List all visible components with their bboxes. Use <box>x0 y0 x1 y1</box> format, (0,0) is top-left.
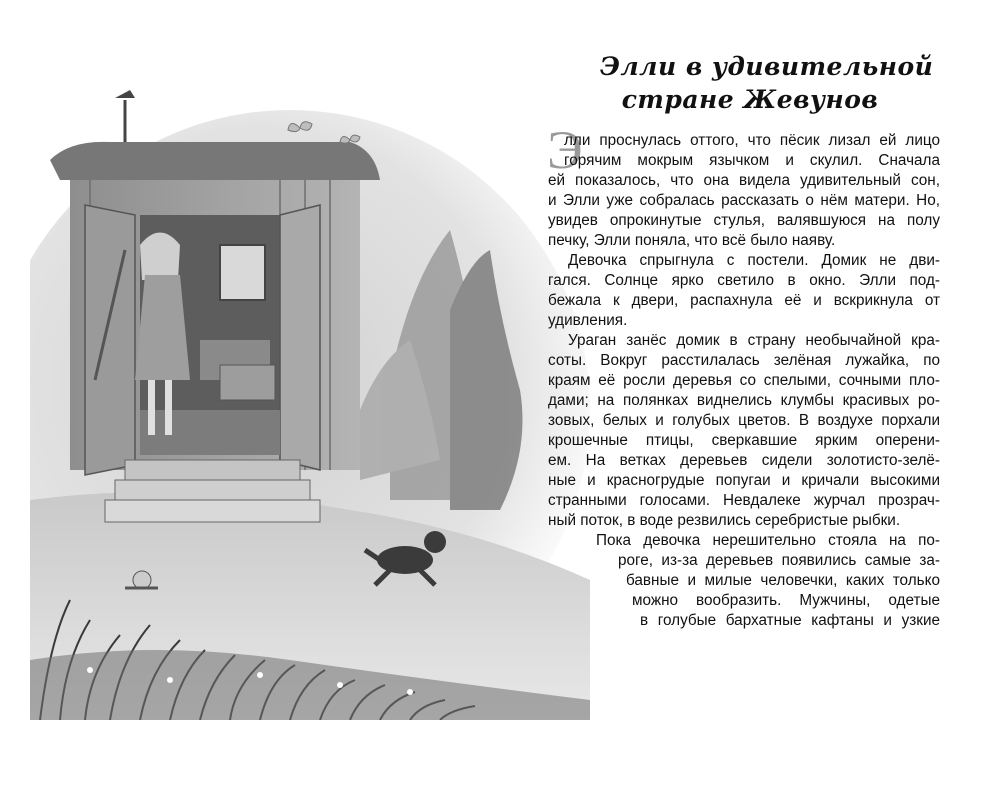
text-line: удивления. <box>548 312 628 329</box>
text-line: и Элли уже собралась рассказать о нём матери. Но, <box>548 192 940 209</box>
text-line: печку, Элли поняла, что всё было наяву. <box>548 232 836 249</box>
drop-cap: Э <box>547 120 583 180</box>
text-line: горячим мокрым язычком и скулил. Сначала <box>564 152 940 169</box>
text-line: в голубые бархатные кафтаны и узкие <box>640 612 940 629</box>
text-line: ные и красногрудые попугаи и кричали высокими <box>548 472 940 489</box>
text-line: Девочка спрыгнула с постели. Домик не дви- <box>568 252 940 269</box>
text-line: Ураган занёс домик в страну необычайной кра- <box>568 332 940 349</box>
text-line: гался. Солнце ярко светило в окно. Элли под- <box>548 272 940 289</box>
text-line: крошечные птицы, сверкавшие ярким оперени- <box>548 432 940 449</box>
text-line: увидев опрокинутые стулья, валявшуюся на полу <box>548 212 940 229</box>
text-line: краям её росли деревья со спелыми, сочными пло- <box>548 372 940 389</box>
text-line: бавные и милые человечки, каких только <box>626 572 940 589</box>
chapter-title-line-2: стране Жевунов <box>621 85 879 114</box>
text-line: ем. На ветках деревьев сидели золотисто-зелё- <box>548 452 940 469</box>
house <box>50 90 380 522</box>
text-line: ный поток, в воде резвились серебристые рыбки. <box>548 512 901 529</box>
story-text <box>500 0 960 794</box>
text-line: соты. Вокруг расстилалась зелёная лужайка, по <box>548 352 940 369</box>
text-line: бежала к двери, распахнула её и вскрикнула от <box>548 292 940 309</box>
text-line: лли проснулась оттого, что пёсик лизал ей лицо <box>564 132 940 149</box>
text-line: странными голосами. Невдалеке журчал прозрач- <box>548 492 940 509</box>
text-line: Пока девочка нерешительно стояла на по- <box>596 532 940 549</box>
chapter-title-line-1: Элли в удивительной <box>600 52 934 81</box>
text-line: зовых, белых и голубых цветов. В воздухе порхали <box>548 412 940 429</box>
text-line: ей показалось, что она видела удивительный сон, <box>548 172 940 189</box>
text-line: роге, из-за деревьев появились самые за- <box>618 552 940 569</box>
text-line: можно вообразить. Мужчины, одетые <box>632 592 940 609</box>
text-line: дами; на полянках виднелись клумбы красивых ро- <box>548 392 940 409</box>
